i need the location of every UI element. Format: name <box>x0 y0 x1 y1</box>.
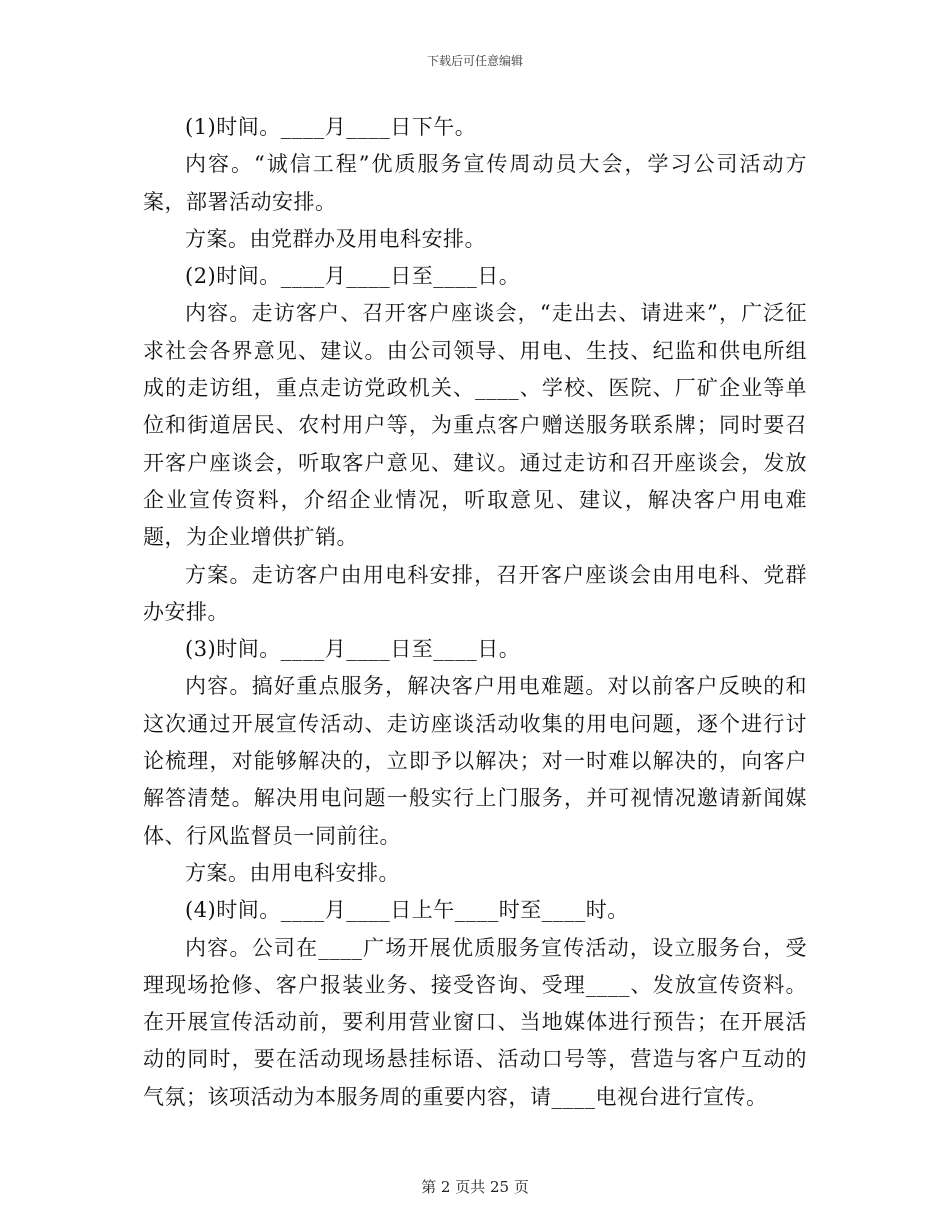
document-body <box>143 109 807 1116</box>
page-header-note: 下载后可任意编辑 <box>426 54 523 68</box>
schedule-item-3-content: 内容。搞好重点服务，解决客户用电难题。对以前客户反映的和这次通过开展宣传活动、走访座谈活动收集的用电问题，逐个进行讨论梳理，对能够解决的，立即予以解决；对一时难以解决的，向客户解答清楚。解决用电问题一般实行上门服务，并可视情况邀请新闻媒体、行风监督员一同前往。 <box>143 674 807 848</box>
schedule-item-4-content: 内容。公司在____广场开展优质服务宣传活动，设立服务台，受理现场抢修、客户报装业务、接受咨询、受理____、发放宣传资料。在开展宣传活动前，要利用营业窗口、当地媒体进行预告；在开展活动的同时，要在活动现场悬挂标语、活动口号等，营造与客户互动的气氛；该项活动为本服务周的重要内容，请____电视台进行宣传。 <box>143 935 807 1109</box>
schedule-item-2-content: 内容。走访客户、召开客户座谈会，“走出去、请进来”，广泛征求社会各界意见、建议。由公司领导、用电、生技、纪监和供电所组成的走访组，重点走访党政机关、____、学校、医院、厂矿企业等单位和街道居民、农村用户等，为重点客户赠送服务联系牌；同时要召开客户座谈会，听取客户意见、建议。通过走访和召开座谈会，发放企业宣传资料，介绍企业情况，听取意见、建议，解决客户用电难题，为企业增供扩销。 <box>143 301 807 550</box>
schedule-item-1-content: 内容。“诚信工程”优质服务宣传周动员大会，学习公司活动方案，部署活动安排。 <box>143 152 807 214</box>
schedule-item-2-time: (2)时间。____月____日至____日。 <box>185 264 521 289</box>
page-number-footer: 第 2 页共 25 页 <box>421 1178 529 1196</box>
schedule-item-1-plan: 方案。由党群办及用电科安排。 <box>185 226 486 251</box>
schedule-item-3-plan: 方案。由用电科安排。 <box>185 860 400 885</box>
schedule-item-3-time: (3)时间。____月____日至____日。 <box>185 637 521 662</box>
schedule-item-2-plan: 方案。走访客户由用电科安排，召开客户座谈会由用电科、党群办安排。 <box>143 562 807 624</box>
schedule-item-1-time: (1)时间。____月____日下午。 <box>185 115 477 139</box>
schedule-item-4-time: (4)时间。____月____日上午____时至____时。 <box>185 898 629 923</box>
